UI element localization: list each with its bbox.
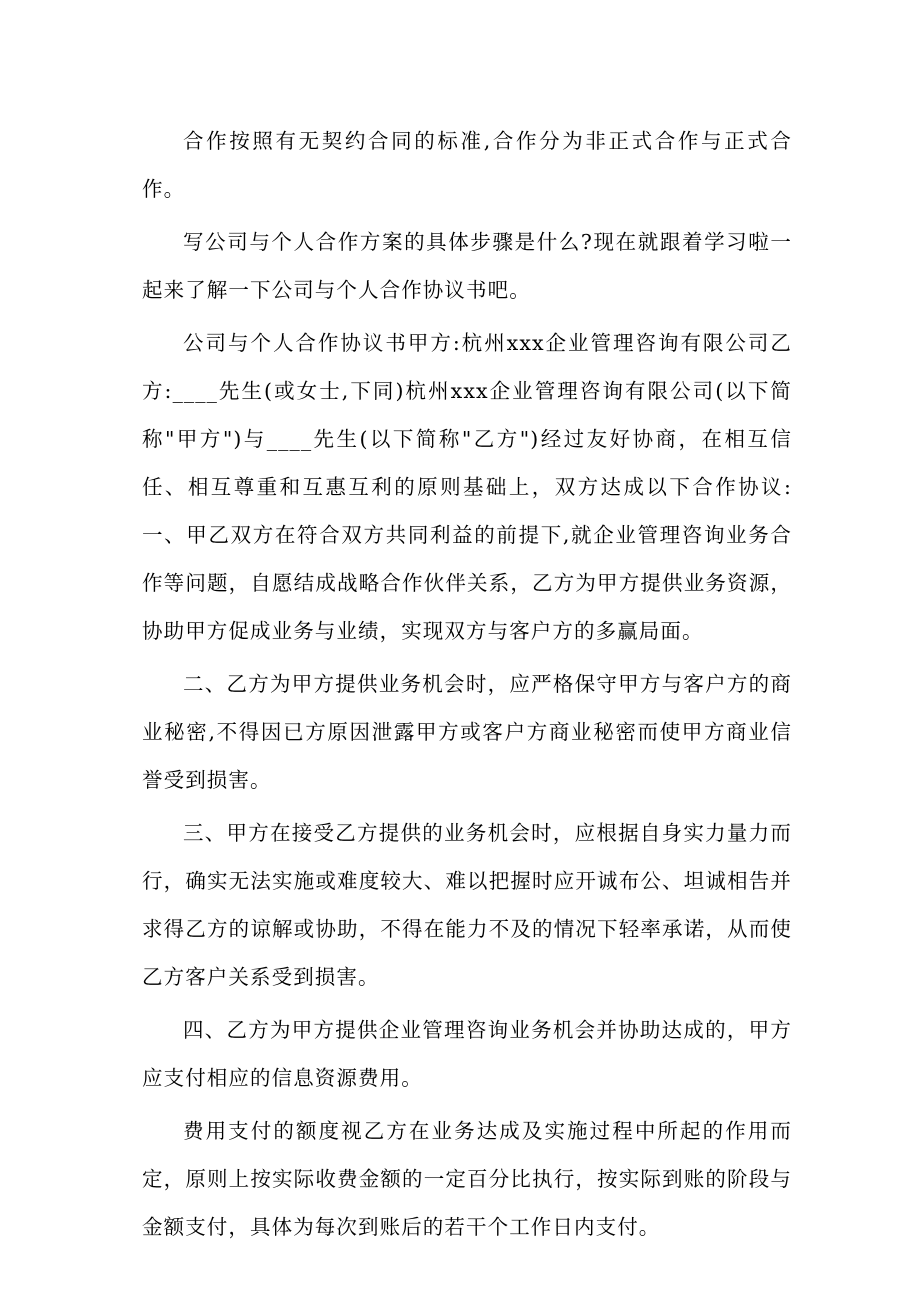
paragraph: 三、甲方在接受乙方提供的业务机会时，应根据自身实力量力而行，确实无法实施或难度较大、难以把握时应开诚布公、坦诚相告并求得乙方的谅解或协助，不得在能力不及的情况下轻率承诺，从而使乙方客户关系受到损害。 — [142, 821, 792, 989]
document-body — [142, 117, 792, 1251]
paragraph: 公司与个人合作协议书甲方:杭州xxx企业管理咨询有限公司乙方:____先生(或女士,下同)杭州xxx企业管理咨询有限公司(以下简称"甲方")与____先生(以下简称"乙方")经过友好协商，在相互信任、相互尊重和互惠互利的原则基础上，双方达成以下合作协议:一、甲乙双方在符合双方共同利益的前提下,就企业管理咨询业务合作等问题，自愿结成战略合作伙伴关系，乙方为甲方提供业务资源，协助甲方促成业务与业绩，实现双方与客户方的多赢局面。 — [142, 331, 792, 643]
paragraph: 合作按照有无契约合同的标准,合作分为非正式合作与正式合作。 — [142, 129, 792, 201]
paragraph: 写公司与个人合作方案的具体步骤是什么?现在就跟着学习啦一起来了解一下公司与个人合作协议书吧。 — [142, 230, 792, 302]
paragraph: 四、乙方为甲方提供企业管理咨询业务机会并协助达成的，甲方应支付相应的信息资源费用。 — [142, 1018, 792, 1090]
paragraph: 费用支付的额度视乙方在业务达成及实施过程中所起的作用而定，原则上按实际收费金额的一定百分比执行，按实际到账的阶段与金额支付，具体为每次到账后的若干个工作日内支付。 — [142, 1119, 792, 1239]
paragraph: 二、乙方为甲方提供业务机会时，应严格保守甲方与客户方的商业秘密,不得因已方原因泄露甲方或客户方商业秘密而使甲方商业信誉受到损害。 — [142, 672, 792, 792]
